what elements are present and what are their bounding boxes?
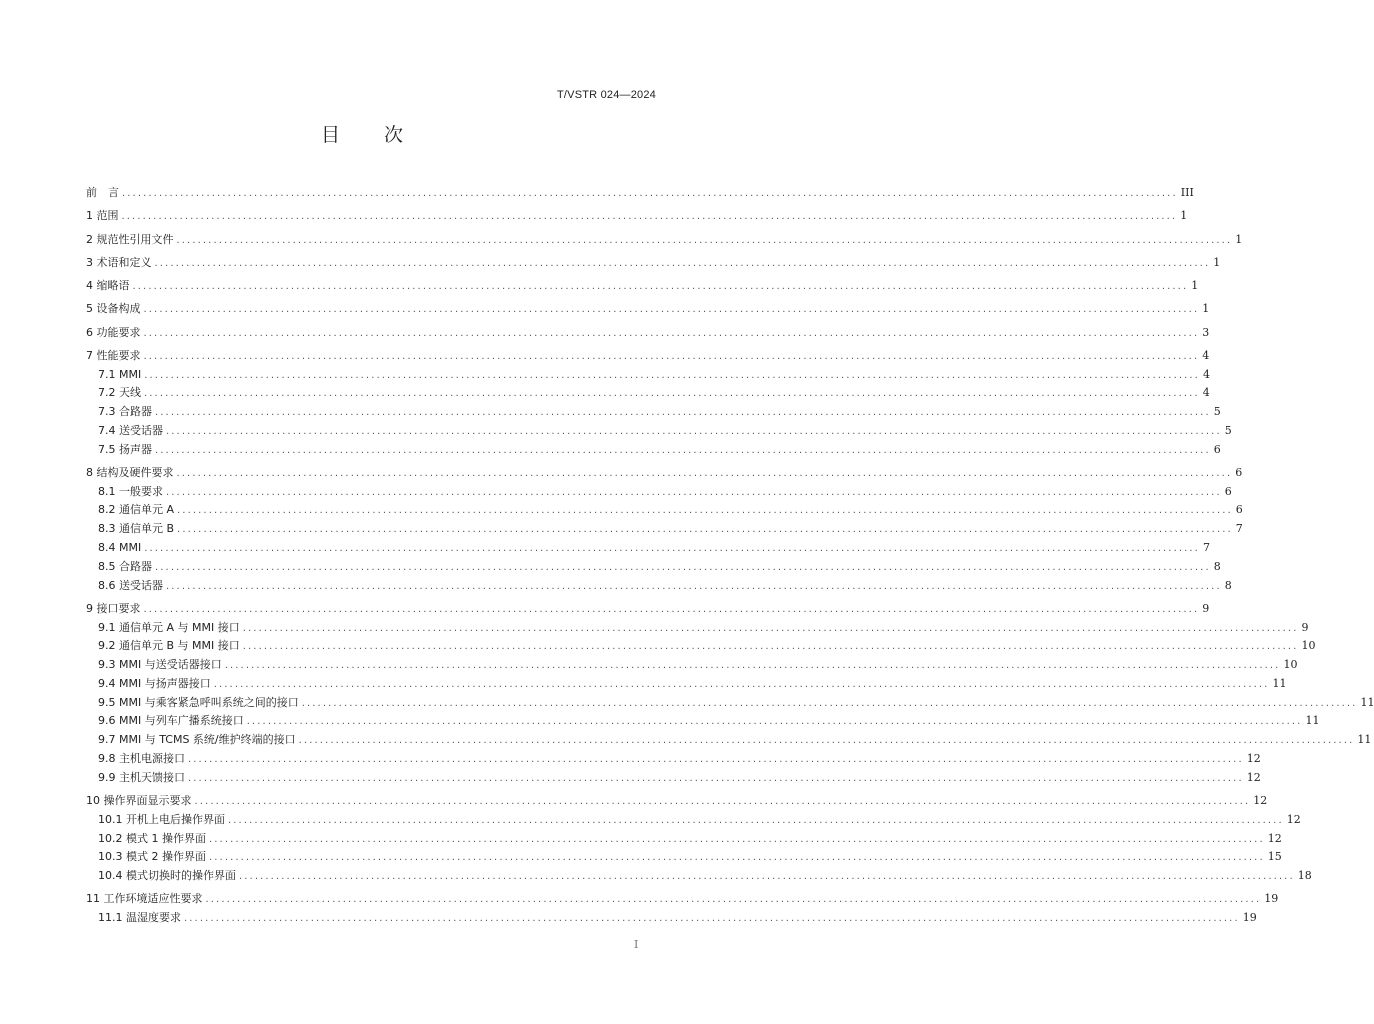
toc-entry-page: 7 (1235, 522, 1243, 536)
toc-entry-page: 19 (1264, 892, 1279, 906)
toc-entry-page: 9 (1301, 620, 1309, 634)
toc-entry[interactable] (86, 324, 1210, 343)
toc-dot-leader: ........................................................................................................................................................................................................ (242, 622, 1299, 634)
document-code: T/VSTR 024—2024 (557, 89, 656, 101)
toc-entry[interactable] (86, 600, 1210, 619)
toc-entry-label: 7.3 合路器 (98, 405, 152, 419)
toc-dot-leader: ........................................................................................................................................................................................................ (121, 211, 1178, 223)
toc-entry-page: 8 (1213, 559, 1221, 573)
toc-entry[interactable] (86, 577, 1232, 596)
toc-entry-page: 6 (1235, 503, 1243, 517)
toc-entry-page: 15 (1267, 850, 1282, 864)
toc-entry[interactable] (86, 501, 1243, 520)
toc-entry-label: 10.3 模式 2 操作界面 (98, 850, 206, 864)
toc-entry-page: 12 (1246, 770, 1261, 784)
toc-entry-label: 2 规范性引用文件 (86, 232, 174, 246)
toc-entry-label: 7.2 天线 (98, 386, 141, 400)
toc-heading-char-2: 次 (384, 124, 404, 146)
toc-entry-page: 18 (1297, 869, 1312, 883)
toc-entry[interactable] (86, 384, 1210, 403)
toc-entry-label: 11.1 温湿度要求 (98, 911, 181, 925)
toc-entry-label: 9.5 MMI 与乘客紧急呼叫系统之间的接口 (98, 695, 299, 709)
toc-dot-leader: ........................................................................................................................................................................................................ (194, 795, 1251, 807)
toc-entry[interactable] (86, 520, 1243, 539)
toc-dot-leader: ........................................................................................................................................................................................................ (298, 735, 1355, 747)
toc-dot-leader: ........................................................................................................................................................................................................ (176, 467, 1233, 479)
toc-entry[interactable] (86, 441, 1221, 460)
toc-entry-label: 10.1 开机上电后操作界面 (98, 812, 225, 826)
toc-heading (0, 120, 724, 147)
footer-page-number: I (634, 938, 639, 951)
toc-dot-leader: ........................................................................................................................................................................................................ (205, 894, 1262, 906)
toc-dot-leader: ........................................................................................................................................................................................................ (166, 486, 1222, 498)
toc-entry-label: 7.1 MMI (98, 367, 142, 381)
toc-dot-leader: ........................................................................................................................................................................................................ (155, 561, 1211, 573)
toc-entry-page: 4 (1202, 367, 1210, 381)
toc-entry[interactable] (86, 811, 1301, 830)
toc-entry-label: 11 工作环境适应性要求 (86, 892, 203, 906)
toc-entry[interactable] (86, 539, 1210, 558)
toc-dot-leader: ........................................................................................................................................................................................................ (224, 660, 1281, 672)
toc-entry[interactable] (86, 830, 1282, 849)
toc-entry-page: 1 (1235, 232, 1243, 246)
toc-entry-page: 5 (1224, 423, 1232, 437)
toc-entry[interactable] (86, 750, 1261, 769)
toc-dot-leader: ........................................................................................................................................................................................................ (166, 580, 1222, 592)
toc-entry-label: 8.6 送受话器 (98, 578, 163, 592)
toc-entry-label: 9.6 MMI 与列车广播系统接口 (98, 714, 244, 728)
toc-dot-leader: ........................................................................................................................................................................................................ (144, 369, 1200, 381)
toc-dot-leader: ........................................................................................................................................................................................................ (213, 678, 1270, 690)
toc-entry-label: 8.2 通信单元 A (98, 503, 175, 517)
toc-entry-page: 12 (1246, 751, 1261, 765)
toc-dot-leader: ........................................................................................................................................................................................................ (143, 603, 1200, 615)
toc-entry-page: 1 (1180, 209, 1188, 223)
toc-entry-page: 6 (1235, 465, 1243, 479)
toc-entry-label: 前 言 (86, 186, 119, 199)
toc-dot-leader: ........................................................................................................................................................................................................ (155, 407, 1211, 419)
toc-dot-leader: ........................................................................................................................................................................................................ (132, 281, 1189, 293)
toc-entry[interactable] (86, 619, 1309, 638)
toc-entry[interactable] (86, 422, 1232, 441)
toc-dot-leader: ........................................................................................................................................................................................................ (166, 425, 1222, 437)
toc-dot-leader: ........................................................................................................................................................................................................ (177, 505, 1233, 517)
toc-dot-leader: ........................................................................................................................................................................................................ (143, 350, 1200, 362)
toc-entry-page: 11 (1272, 676, 1287, 690)
toc-dot-leader: ........................................................................................................................................................................................................ (143, 304, 1200, 316)
toc-entry-page: III (1180, 186, 1194, 199)
toc-dot-leader: ........................................................................................................................................................................................................ (122, 188, 1178, 199)
toc-dot-leader: ........................................................................................................................................................................................................ (184, 913, 1240, 925)
toc-entry-page: 11 (1357, 733, 1372, 747)
toc-entry-page: 8 (1224, 578, 1232, 592)
toc-dot-leader: ........................................................................................................................................................................................................ (239, 871, 1295, 883)
toc-entry[interactable] (86, 637, 1316, 656)
toc-dot-leader: ........................................................................................................................................................................................................ (176, 234, 1233, 246)
toc-entry-page: 7 (1202, 541, 1210, 555)
toc-entry-page: 1 (1202, 302, 1210, 316)
toc-entry[interactable] (86, 769, 1261, 788)
toc-entry-label: 9.8 主机电源接口 (98, 751, 185, 765)
toc-entry[interactable] (86, 464, 1243, 483)
toc-entry[interactable] (86, 909, 1257, 928)
toc-entry-page: 1 (1191, 279, 1199, 293)
toc-entry[interactable] (86, 277, 1199, 296)
toc-entry[interactable] (86, 867, 1312, 886)
toc-entry-page: 4 (1202, 348, 1210, 362)
toc-entry-page: 11 (1360, 695, 1374, 709)
toc-heading-char-1: 目 (320, 124, 340, 146)
toc-entry[interactable] (86, 656, 1298, 675)
toc-entry[interactable] (86, 694, 1374, 713)
toc-entry[interactable] (86, 231, 1243, 250)
toc-entry-page: 19 (1242, 911, 1257, 925)
toc-entry-page: 4 (1202, 386, 1210, 400)
toc-entry-label: 10 操作界面显示要求 (86, 793, 192, 807)
toc-entry-page: 6 (1213, 442, 1221, 456)
toc-dot-leader: ........................................................................................................................................................................................................ (155, 444, 1211, 456)
toc-entry-page: 9 (1202, 601, 1210, 615)
toc-entry[interactable] (86, 403, 1221, 422)
toc-entry-page: 12 (1267, 831, 1282, 845)
toc-entry-page: 10 (1301, 639, 1316, 653)
toc-entry-label: 5 设备构成 (86, 302, 141, 316)
toc-entry-page: 11 (1305, 714, 1320, 728)
toc-entry[interactable] (86, 848, 1282, 867)
toc-dot-leader: ........................................................................................................................................................................................................ (208, 852, 1265, 864)
toc-entry[interactable] (86, 675, 1287, 694)
toc-dot-leader: ........................................................................................................................................................................................................ (144, 543, 1200, 555)
toc-entry[interactable] (86, 207, 1188, 226)
toc-entry[interactable] (86, 890, 1279, 909)
toc-entry[interactable] (86, 558, 1221, 577)
toc-dot-leader: ........................................................................................................................................................................................................ (143, 327, 1200, 339)
toc-entry-label: 6 功能要求 (86, 325, 141, 339)
toc-entry-page: 3 (1202, 325, 1210, 339)
toc-dot-leader: ........................................................................................................................................................................................................ (208, 833, 1265, 845)
toc-entry[interactable] (86, 254, 1221, 273)
toc-entry-label: 7.4 送受话器 (98, 423, 163, 437)
toc-entry-label: 1 范围 (86, 209, 119, 223)
toc-entry-label: 9.9 主机天馈接口 (98, 770, 185, 784)
toc-entry-page: 6 (1224, 484, 1232, 498)
toc-entry-label: 10.4 模式切换时的操作界面 (98, 869, 236, 883)
toc-entry-label: 9.3 MMI 与送受话器接口 (98, 658, 222, 672)
toc-entry-page: 12 (1253, 793, 1268, 807)
toc-entry-label: 4 缩略语 (86, 279, 130, 293)
toc-entry-label: 8 结构及硬件要求 (86, 465, 174, 479)
toc-dot-leader: ........................................................................................................................................................................................................ (301, 697, 1358, 709)
toc-dot-leader: ........................................................................................................................................................................................................ (246, 716, 1303, 728)
toc-entry-label: 8.3 通信单元 B (98, 522, 175, 536)
toc-entry-label: 9.1 通信单元 A 与 MMI 接口 (98, 620, 240, 634)
toc-entry-page: 5 (1213, 405, 1221, 419)
toc-entry[interactable] (86, 792, 1268, 811)
toc-entry-label: 8.4 MMI (98, 541, 142, 555)
toc-entry[interactable] (86, 184, 1194, 203)
toc-entry-page: 10 (1283, 658, 1298, 672)
toc-entry[interactable] (86, 712, 1320, 731)
toc-entry-label: 9.7 MMI 与 TCMS 系统/维护终端的接口 (98, 733, 296, 747)
toc-dot-leader: ........................................................................................................................................................................................................ (177, 524, 1233, 536)
toc-entry-page: 12 (1286, 812, 1301, 826)
toc-entry[interactable] (86, 483, 1232, 502)
toc-dot-leader: ........................................................................................................................................................................................................ (144, 388, 1200, 400)
toc-dot-leader: ........................................................................................................................................................................................................ (154, 257, 1211, 269)
toc-entry-label: 9.4 MMI 与扬声器接口 (98, 676, 211, 690)
toc-entry-label: 7.5 扬声器 (98, 442, 152, 456)
toc-entry-page: 1 (1213, 255, 1221, 269)
toc-entry-label: 7 性能要求 (86, 348, 141, 362)
toc-entry[interactable] (86, 366, 1210, 385)
toc-entry-label: 9.2 通信单元 B 与 MMI 接口 (98, 639, 240, 653)
toc-entry[interactable] (86, 300, 1210, 319)
toc-entry[interactable] (86, 731, 1372, 750)
toc-dot-leader: ........................................................................................................................................................................................................ (228, 814, 1284, 826)
toc-dot-leader: ........................................................................................................................................................................................................ (188, 753, 1244, 765)
table-of-contents (86, 184, 1374, 928)
toc-dot-leader: ........................................................................................................................................................................................................ (188, 772, 1244, 784)
toc-entry-label: 3 术语和定义 (86, 255, 152, 269)
toc-entry-label: 8.1 一般要求 (98, 484, 163, 498)
toc-entry-label: 9 接口要求 (86, 601, 141, 615)
toc-entry[interactable] (86, 347, 1210, 366)
toc-entry-label: 10.2 模式 1 操作界面 (98, 831, 206, 845)
toc-dot-leader: ........................................................................................................................................................................................................ (242, 641, 1299, 653)
toc-entry-label: 8.5 合路器 (98, 559, 152, 573)
